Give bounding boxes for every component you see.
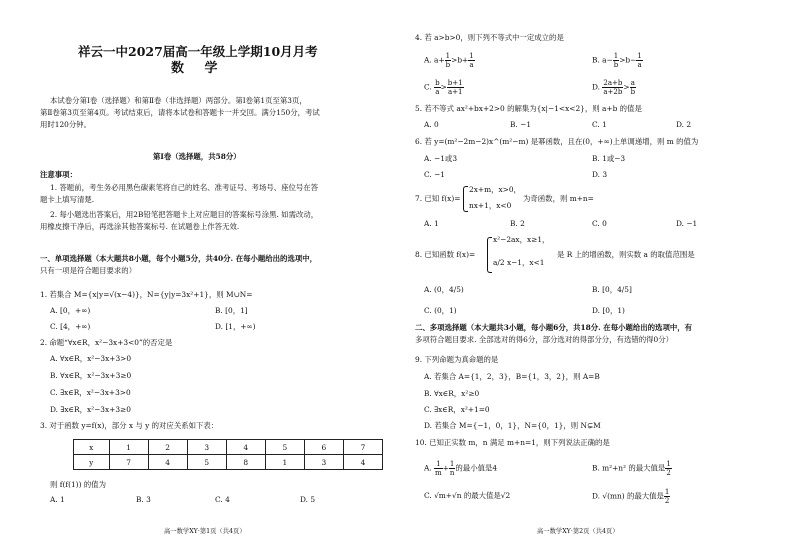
q8-case-1: x²−2ax，x≥1， xyxy=(493,235,550,244)
q5-option-c: C. 1 xyxy=(592,120,607,129)
page-footer: 高一数学XY·第1页（共4页） xyxy=(164,528,246,535)
table-cell: 4 xyxy=(226,440,265,455)
part2-heading: 多项符合题目要求. 全部选对的得6分，部分选对的得部分分，有选错的得0分） xyxy=(415,335,673,344)
q9-option-b: B. ∀x∈R，x²≥0 xyxy=(424,389,480,398)
q4-option-d: D. $\frac{2a+b}{a+2b}$ > $\frac{a}{b}$ xyxy=(592,79,636,96)
q6-stem: 6. 若 y=(m²−2m−2)x^(m²−m) 是幂函数，且在(0，+∞)上单调递增，则 m 的值为 xyxy=(415,137,699,146)
q9-stem: 9. 下列命题为真命题的是 xyxy=(415,355,499,364)
q3-stem: 3. 对于函数 y=f(x)，部分 x 与 y 的对应关系如下表： xyxy=(40,421,219,430)
table-cell: 5 xyxy=(187,455,226,470)
q1-stem: 1. 若集合 M={x|y=√(x−4)}，N={y|y=3x²+1}，则 M∪N= xyxy=(40,290,253,299)
q1-option-c: C. [4，+∞) xyxy=(50,322,91,331)
q8-option-d: D. [0，1) xyxy=(592,306,625,315)
table-cell: x xyxy=(74,440,110,455)
q1-option-a: A. [0，+∞) xyxy=(50,306,91,315)
note-line: 题卡上填写清楚. xyxy=(40,195,95,204)
part1-heading: 只有一项是符合题目要求的） xyxy=(40,266,137,275)
q5-option-a: A. 0 xyxy=(424,120,439,129)
q2-option-a: A. ∀x∈R，x²−3x+3>0 xyxy=(50,354,132,363)
table-cell: 7 xyxy=(109,455,148,470)
notes-title: 注意事项： xyxy=(40,170,77,179)
q10-option-d: D. √(mn) 的最大值是 $\frac{1}{2}$ xyxy=(592,488,670,505)
table-cell: 4 xyxy=(148,455,187,470)
piecewise-brace xyxy=(463,186,468,212)
intro-line: 用时120分钟。 xyxy=(40,120,92,129)
q5-option-b: B. −1 xyxy=(510,120,532,129)
q10-stem: 10. 已知正实数 m，n 满足 m+n=1，则下列说法正确的是 xyxy=(415,438,610,447)
q6-option-a: A. −1或3 xyxy=(424,154,458,163)
page-right xyxy=(397,0,794,546)
note-line: 2. 每小题选出答案后，用2B铅笔把答题卡上对应题目的答案标号涂黑. 如需改动， xyxy=(50,210,319,219)
note-line: 用橡皮擦干净后，再选涂其他答案标号. 在试题卷上作答无效. xyxy=(40,222,240,231)
q3-ask: 则 f(f(1)) 的值为 xyxy=(50,480,106,489)
q10-option-c: C. √m+√n 的最大值是√2 xyxy=(424,491,511,500)
q7-stem-post: 为奇函数，则 m+n= xyxy=(523,194,594,203)
table-cell: 6 xyxy=(304,440,343,455)
table-cell: 4 xyxy=(343,455,382,470)
intro-line: 第Ⅱ卷第3页至第4页。考试结束后，请将本试卷和答题卡一并交回。满分150分，考试 xyxy=(40,108,320,117)
q10-option-b: B. m²+n² 的最大值是 $\frac{1}{2}$ xyxy=(592,460,671,477)
q7-option-d: D. −1 xyxy=(676,219,698,228)
table-cell: 1 xyxy=(265,455,304,470)
q2-option-c: C. ∃x∈R，x²−3x+3>0 xyxy=(50,388,131,397)
q2-option-b: B. ∀x∈R，x²−3x+3≥0 xyxy=(50,371,132,380)
q7-option-c: C. 0 xyxy=(592,219,607,228)
q10-option-a: A. $\frac{1}{m}$ + $\frac{1}{n}$ 的最小值是4 xyxy=(424,460,498,477)
table-row-x xyxy=(74,440,383,455)
q4-option-b: B. a− $\frac{1}{b}$ >b− $\frac{1}{a}$ xyxy=(592,52,642,69)
table-cell: y xyxy=(74,455,110,470)
table-cell: 1 xyxy=(109,440,148,455)
q3-option-b: B. 3 xyxy=(136,495,151,504)
q3-option-a: A. 1 xyxy=(50,495,65,504)
q8-stem-pre: 8. 已知函数 f(x)= xyxy=(415,250,476,259)
table-cell: 7 xyxy=(343,440,382,455)
table-row-y xyxy=(74,455,383,470)
intro-line: 本试卷分第Ⅰ卷（选择题）和第Ⅱ卷（非选择题）两部分。第Ⅰ卷第1页至第3页， xyxy=(50,96,307,105)
q3-option-d: D. 5 xyxy=(300,495,316,504)
q7-option-a: A. 1 xyxy=(424,219,439,228)
q1-option-b: B. [0，1] xyxy=(215,306,248,315)
q8-option-b: B. [0，4/5] xyxy=(592,285,632,294)
table-cell: 3 xyxy=(304,455,343,470)
q2-option-d: D. ∃x∈R，x²−3x+3≥0 xyxy=(50,405,131,414)
q7-case-2: nx+1，x<0 xyxy=(469,201,512,210)
q7-option-b: B. 2 xyxy=(510,219,525,228)
q3-option-c: C. 4 xyxy=(215,495,230,504)
q9-option-a: A. 若集合 A={1，2，3}，B={1，3，2}，则 A=B xyxy=(424,372,600,381)
q5-stem: 5. 若不等式 ax²+bx+2>0 的解集为{x|−1<x<2}，则 a+b 的值是 xyxy=(415,104,642,113)
part2-heading: 二、多项选择题（本大题共3小题，每小题6分，共18分. 在每小题给出的选项中，有 xyxy=(415,323,693,332)
q6-option-d: D. 3 xyxy=(592,170,608,179)
q8-case-2: a/2 x−1，x<1 xyxy=(493,258,545,267)
q7-stem-pre: 7. 已知 f(x)= xyxy=(415,194,461,203)
note-line: 1. 答题前，考生务必用黑色碳素笔将自己的姓名、准考证号、考场号、座位号在答 xyxy=(50,183,319,192)
q8-option-c: C. (0，1) xyxy=(424,306,457,315)
q7-case-1: 2x+m，x>0， xyxy=(469,185,521,194)
q8-stem-post: 是 R 上的增函数，则实数 a 的取值范围是 xyxy=(557,250,695,259)
section-title: 第Ⅰ卷（选择题，共58分） xyxy=(153,152,241,161)
q9-option-c: C. ∃x∈R，x²+1=0 xyxy=(424,405,490,414)
subject-title: 数 学 xyxy=(171,61,226,76)
table-cell: 5 xyxy=(265,440,304,455)
part1-heading: 一、单项选择题（本大题共8小题，每个小题5分，共40分. 在每小题给出的选项中， xyxy=(40,254,318,263)
exam-title: 祥云一中2027届高一年级上学期10月月考 xyxy=(78,44,318,59)
page-footer: 高一数学XY·第2页（共4页） xyxy=(537,528,619,535)
table-cell: 3 xyxy=(187,440,226,455)
table-cell: 2 xyxy=(148,440,187,455)
q9-option-d: D. 若集合 M={−1，0，1}，N={0，1}，则 N⊊M xyxy=(424,421,601,430)
q3-value-table xyxy=(73,439,383,470)
table-cell: 8 xyxy=(226,455,265,470)
q4-option-a: A. a+ $\frac{1}{b}$ >b+ $\frac{1}{a}$ xyxy=(424,52,474,69)
q8-option-a: A. (0，4/5) xyxy=(424,285,464,294)
q6-option-c: C. −1 xyxy=(424,170,445,179)
q6-option-b: B. 1或−3 xyxy=(592,154,626,163)
q4-option-c: C. $\frac{b}{a}$ > $\frac{b+1}{a+1}$ xyxy=(424,79,463,96)
q4-stem: 4. 若 a>b>0，则下列不等式中一定成立的是 xyxy=(415,33,564,42)
q1-option-d: D. [1，+∞) xyxy=(215,322,256,331)
q5-option-d: D. 2 xyxy=(676,120,692,129)
piecewise-brace xyxy=(487,237,492,273)
q2-stem: 2. 命题“∀x∈R，x²−3x+3<0”的否定是 xyxy=(40,338,173,347)
